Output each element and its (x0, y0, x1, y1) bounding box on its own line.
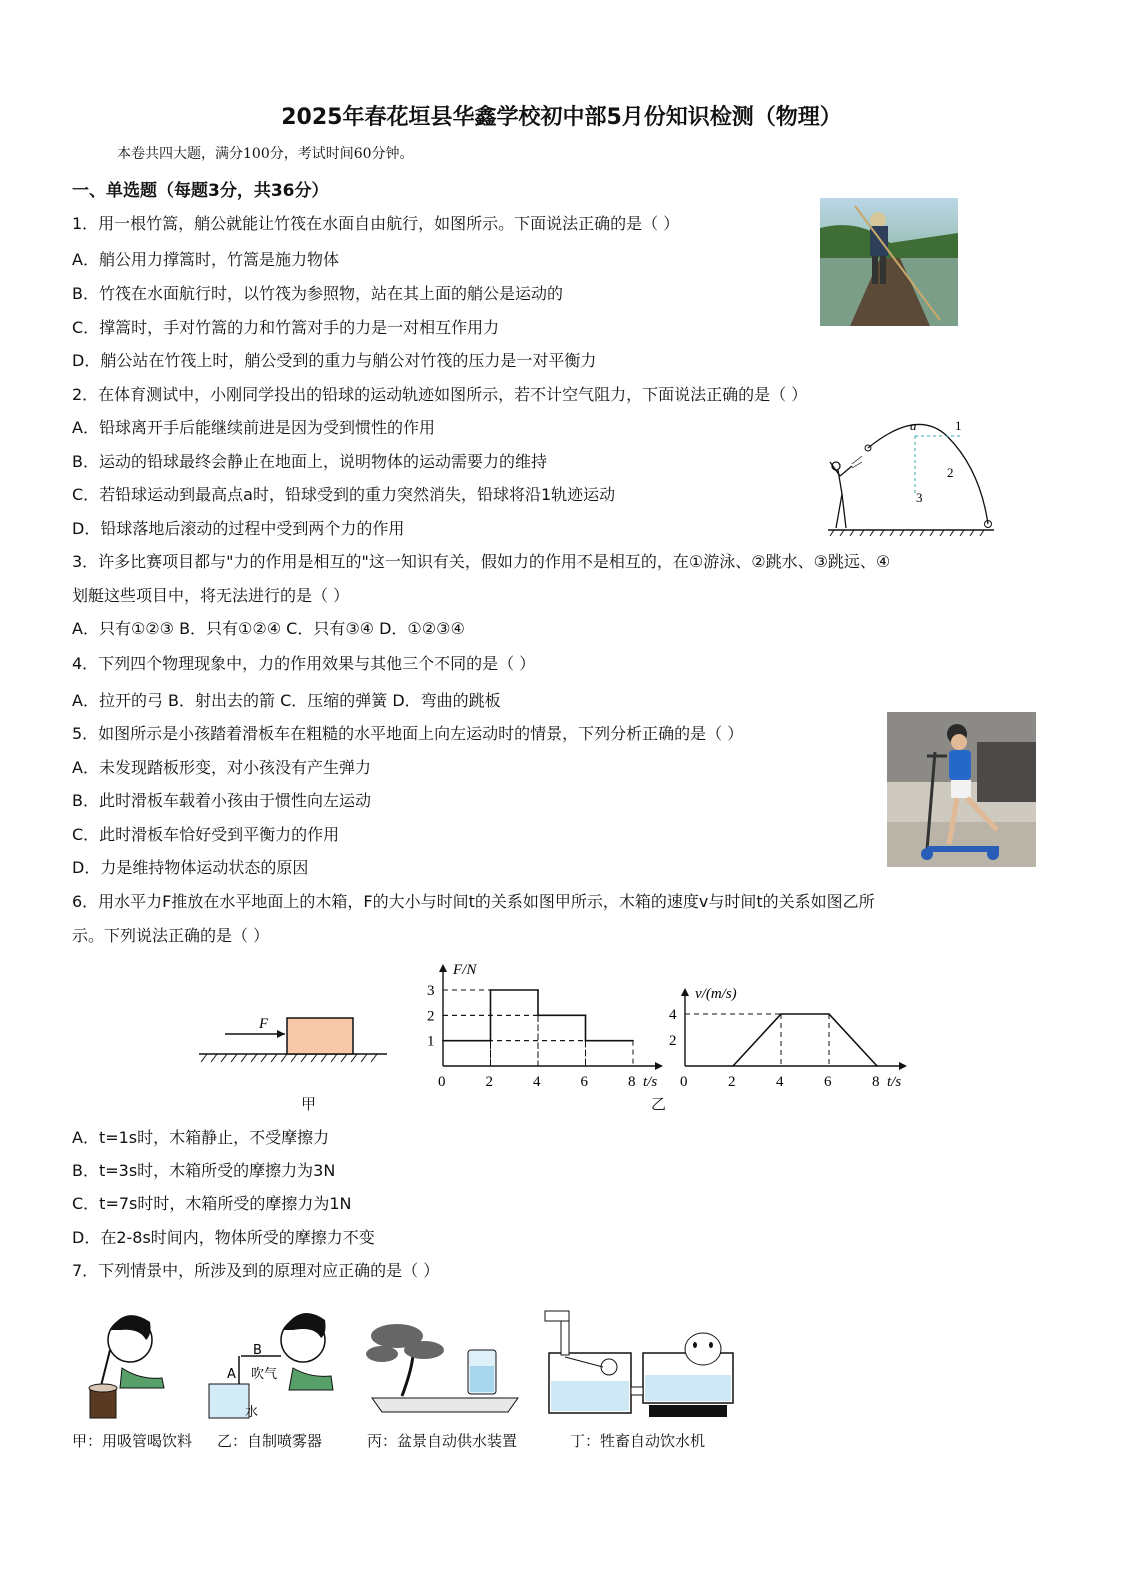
q1-option-c: C．撑篙时，手对竹篙的力和竹篙对手的力是一对相互作用力 (72, 318, 500, 337)
q3-options: A．只有①②③ B．只有①②④ C．只有③④ D．①②③④ (72, 619, 465, 638)
q5-stem: 5．如图所示是小孩踏着滑板车在粗糙的水平地面上向左运动时的情景，下列分析正确的是（ ） (72, 724, 744, 743)
q2-option-d: D．铅球落地后滚动的过程中受到两个力的作用 (72, 519, 405, 538)
figure-yi-label: 乙 (651, 1095, 667, 1113)
data-point (537, 1015, 539, 1017)
y-tick-label: 4 (669, 1007, 677, 1023)
q6-option-c: C．t=7s时时，木箱所受的摩擦力为1N (72, 1194, 352, 1213)
pushed-box-diagram (195, 1010, 395, 1066)
x-tick-label: 2 (728, 1074, 736, 1090)
q5-option-b: B．此时滑板车载着小孩由于惯性向左运动 (72, 791, 371, 810)
y-tick-label: 2 (427, 1008, 435, 1025)
y-tick-label: 2 (669, 1033, 677, 1049)
label-a: a (910, 418, 917, 433)
label-1: 1 (955, 418, 962, 433)
velocity-time-chart (665, 950, 925, 1090)
bonsai-water-illustration (362, 1316, 528, 1416)
x-axis-label: t/s (643, 1074, 658, 1090)
caption-bing: 丙：盆景自动供水装置 (367, 1432, 518, 1450)
q6-stem-line1: 6．用水平力F推放在水平地面上的木箱，F的大小与时间t的关系如图甲所示，木箱的速度v与时间t的关系如图乙所 (72, 892, 875, 911)
caption-yi: 乙：自制喷雾器 (217, 1432, 323, 1450)
raft-photo (820, 198, 958, 326)
data-point (490, 989, 492, 991)
q2-stem: 2．在体育测试中，小刚同学投出的铅球的运动轨迹如图所示，若不计空气阻力，下面说法正确的是（ ） (72, 385, 808, 404)
x-axis-arrow (899, 1062, 907, 1070)
x-tick-label: 6 (824, 1074, 832, 1090)
q5-option-c: C．此时滑板车恰好受到平衡力的作用 (72, 825, 340, 844)
page-title: 2025年春花垣县华鑫学校初中部5月份知识检测（物理） (281, 105, 842, 130)
q4-stem: 4．下列四个物理现象中，力的作用效果与其他三个不同的是（ ） (72, 654, 536, 673)
data-point (780, 1013, 782, 1015)
y-axis-label: v/(m/s) (695, 986, 737, 1002)
scooter-photo (887, 712, 1036, 867)
y-tick-label: 3 (427, 983, 435, 999)
q6-option-b: B．t=3s时，木箱所受的摩擦力为3N (72, 1161, 336, 1180)
y-axis-arrow (439, 964, 447, 972)
x-tick-label: 4 (533, 1074, 541, 1090)
q2-option-a: A．铅球离开手后能继续前进是因为受到惯性的作用 (72, 418, 435, 437)
y-tick-label: 1 (427, 1033, 435, 1050)
data-point (490, 1040, 492, 1042)
shot-put-trajectory-diagram (822, 414, 998, 542)
x-axis-label: t/s (887, 1074, 902, 1090)
data-point (732, 1065, 734, 1067)
livestock-waterer-illustration (543, 1305, 739, 1420)
label-water: 水 (245, 1405, 259, 1420)
data-point (537, 989, 539, 991)
series-line (733, 1014, 877, 1066)
q1-option-a: A．艄公用力撑篙时，竹篙是施力物体 (72, 250, 339, 269)
label-a-tube: A (227, 1367, 236, 1382)
y-axis-label: F/N (453, 962, 477, 978)
force-label: F (259, 1016, 269, 1032)
data-point (442, 1040, 444, 1042)
x-tick-label: 8 (872, 1074, 880, 1090)
q5-option-a: A．未发现踏板形变，对小孩没有产生弹力 (72, 758, 371, 777)
figure-jia-label: 甲 (301, 1095, 317, 1113)
sprayer-illustration (205, 1292, 335, 1422)
q5-option-d: D．力是维持物体运动状态的原因 (72, 858, 309, 877)
x-tick-label: 2 (485, 1074, 493, 1090)
q6-option-a: A．t=1s时，木箱静止，不受摩擦力 (72, 1128, 330, 1147)
q4-options: A．拉开的弓 B．射出去的箭 C．压缩的弹簧 D．弯曲的跳板 (72, 691, 501, 710)
label-2: 2 (947, 465, 954, 480)
x-tick-label: 4 (776, 1074, 784, 1090)
data-point (585, 1015, 587, 1017)
exam-note: 本卷共四大题，满分100分，考试时间60分钟。 (117, 146, 414, 162)
q3-stem-line2: 划艇这些项目中，将无法进行的是（ ） (72, 586, 350, 605)
caption-ding: 丁：牲畜自动饮水机 (570, 1432, 706, 1450)
force-time-chart (425, 950, 675, 1090)
data-point (828, 1013, 830, 1015)
x-tick-label: 8 (628, 1074, 636, 1090)
x-tick-label: 0 (438, 1074, 446, 1090)
q7-stem: 7．下列情景中，所涉及到的原理对应正确的是（ ） (72, 1261, 440, 1280)
q6-option-d: D．在2-8s时间内，物体所受的摩擦力不变 (72, 1228, 375, 1247)
y-axis-arrow (681, 988, 689, 996)
data-point (876, 1065, 878, 1067)
q2-option-c: C．若铅球运动到最高点a时，铅球受到的重力突然消失，铅球将沿1轨迹运动 (72, 485, 616, 504)
x-axis-arrow (655, 1062, 663, 1070)
q1-option-d: D．艄公站在竹筏上时，艄公受到的重力与艄公对竹筏的压力是一对平衡力 (72, 351, 597, 370)
q1-stem: 1．用一根竹篙，艄公就能让竹筏在水面自由航行，如图所示。下面说法正确的是（ ） (72, 214, 680, 233)
section-heading: 一、单选题（每题3分，共36分） (72, 181, 329, 201)
caption-jia: 甲：用吸管喝饮料 (72, 1432, 193, 1450)
label-b: B (253, 1343, 262, 1358)
q1-option-b: B．竹筏在水面航行时，以竹筏为参照物，站在其上面的艄公是运动的 (72, 284, 563, 303)
x-tick-label: 6 (580, 1074, 588, 1090)
data-point (632, 1040, 634, 1042)
q6-stem-line2: 示。下列说法正确的是（ ） (72, 926, 270, 945)
data-point (585, 1040, 587, 1042)
q3-stem-line1: 3．许多比赛项目都与"力的作用是相互的"这一知识有关，假如力的作用不是相互的，在①游泳、②跳水、③跳远、④ (72, 552, 891, 571)
straw-drink-illustration (80, 1300, 170, 1422)
q2-option-b: B．运动的铅球最终会静止在地面上，说明物体的运动需要力的维持 (72, 452, 547, 471)
x-tick-label: 0 (680, 1074, 688, 1090)
label-3: 3 (916, 490, 923, 505)
label-blow: 吹气 (251, 1367, 278, 1382)
